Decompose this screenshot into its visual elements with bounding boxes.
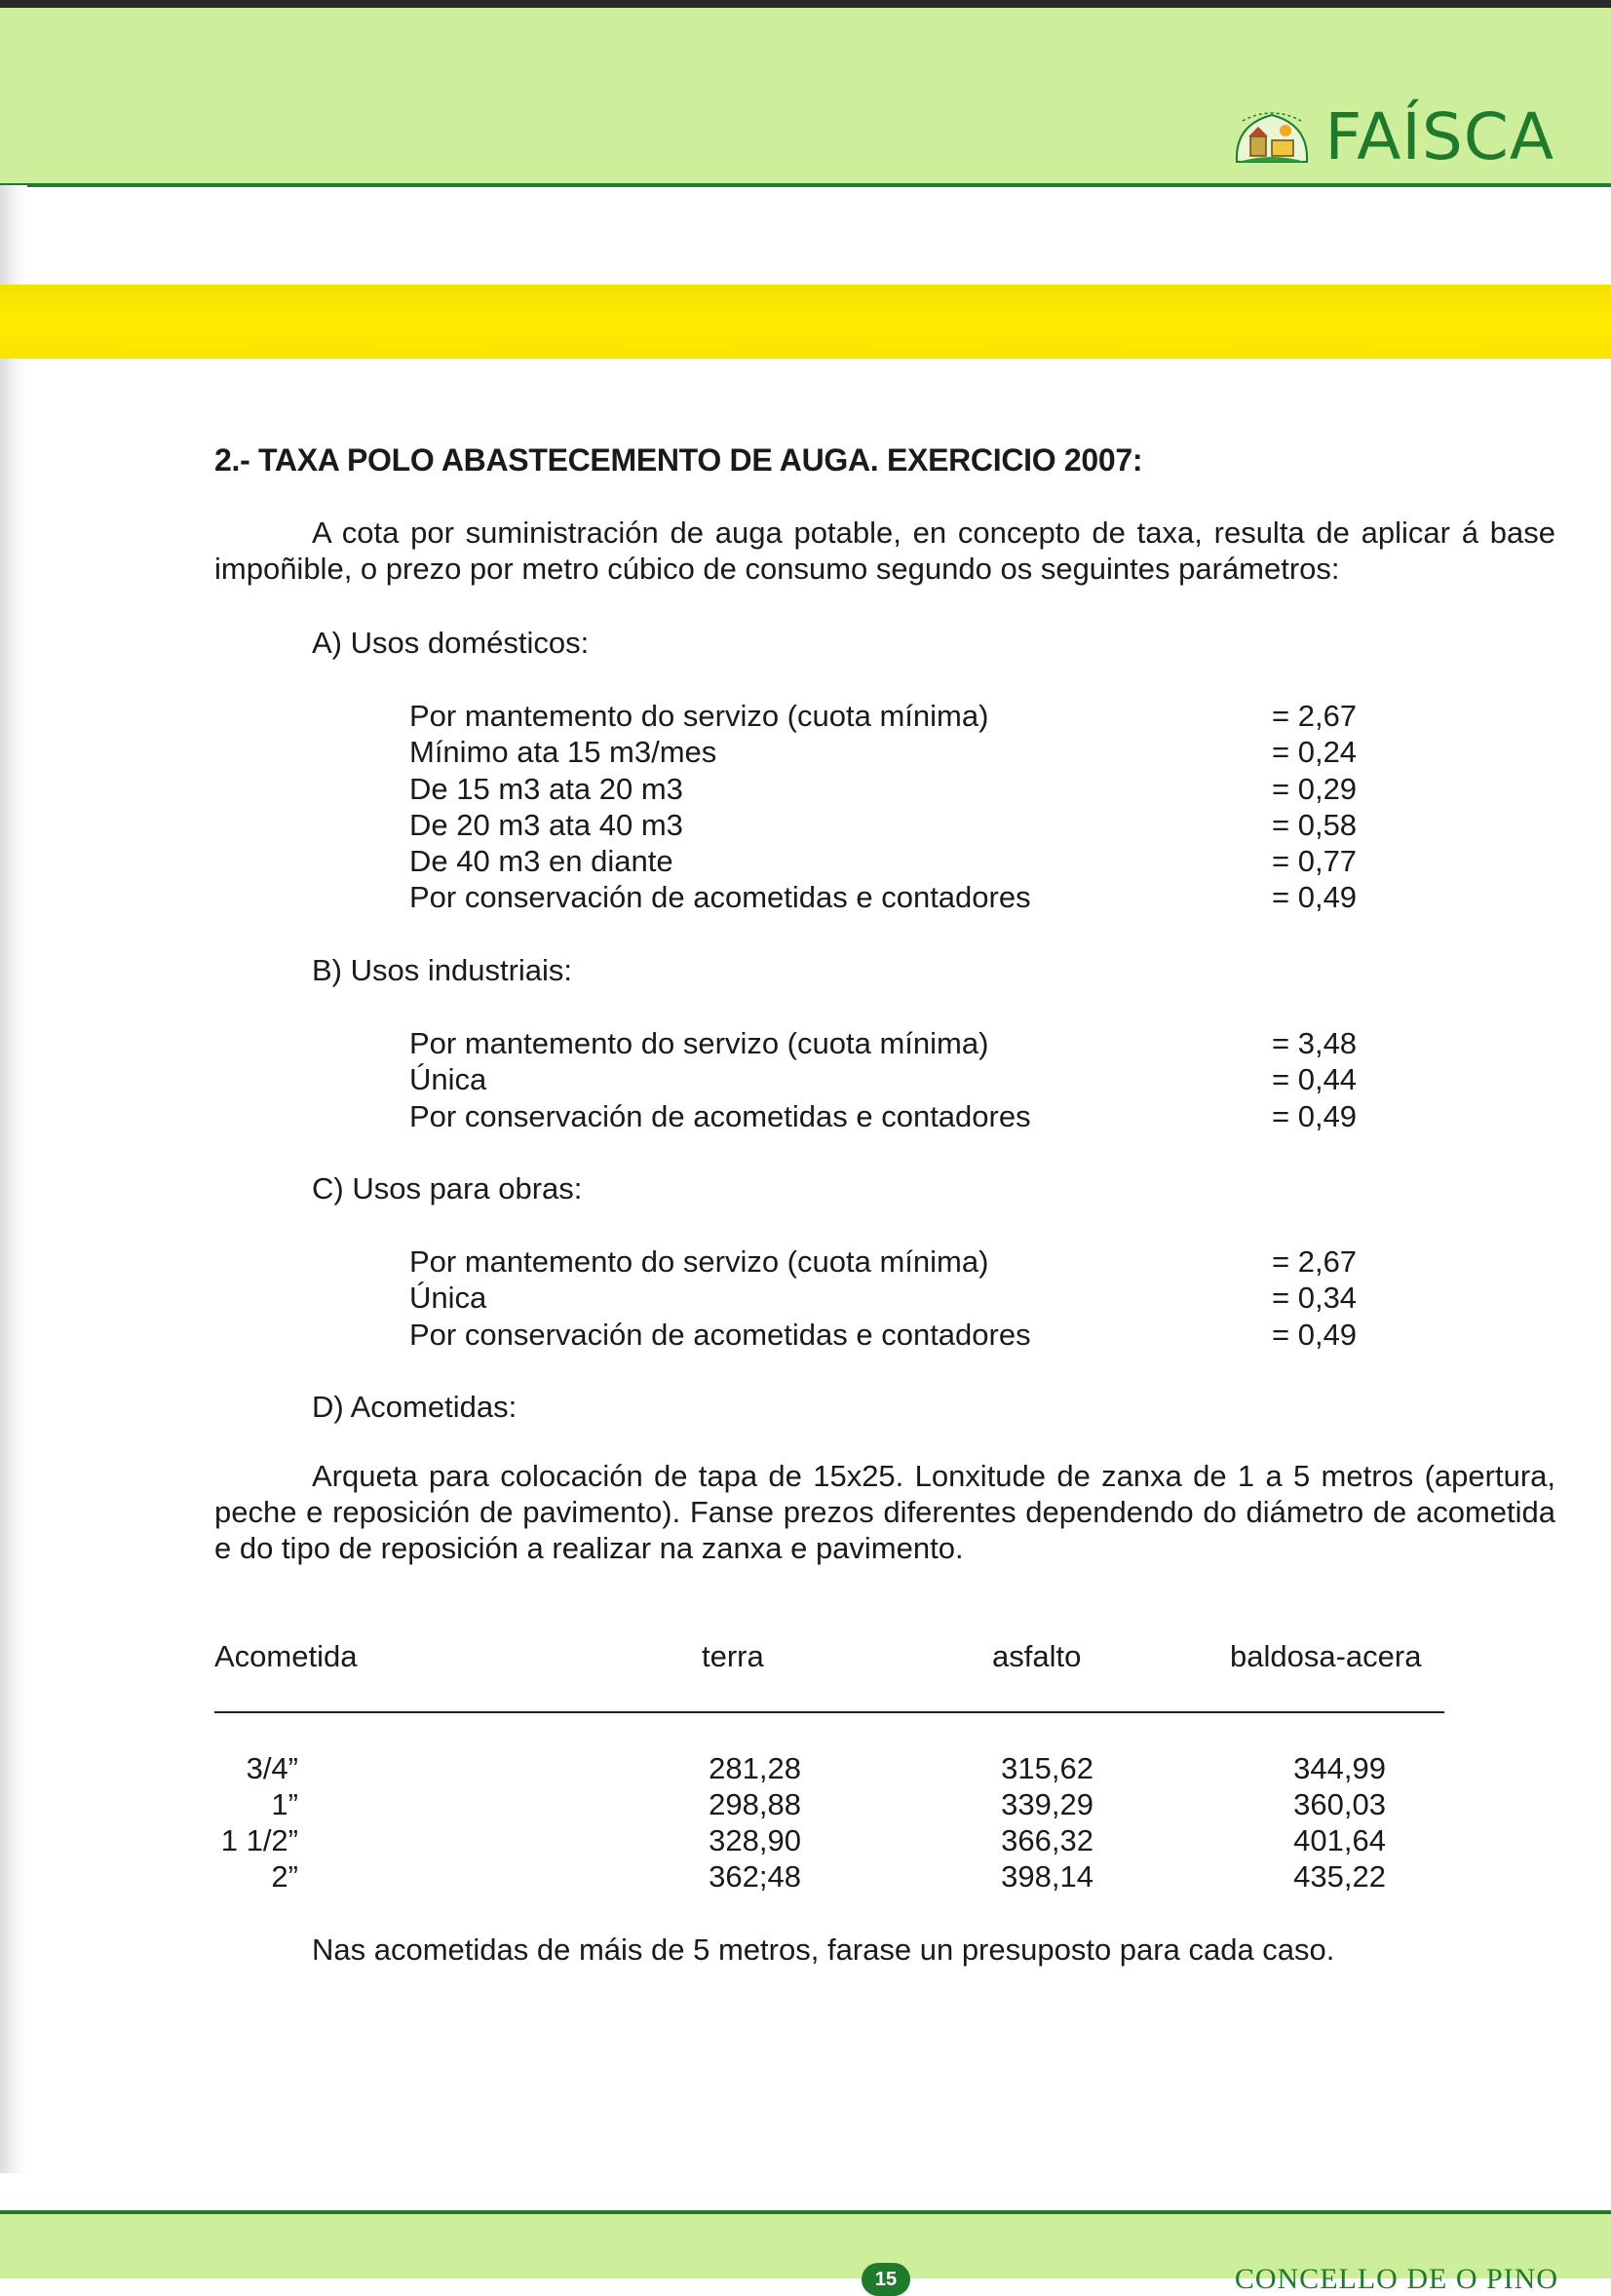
fee-description: Por conservación de acometidas e contadores: [409, 1317, 1031, 1352]
section-d-label: D) Acometidas:: [312, 1390, 518, 1424]
table-cell: 298,88: [709, 1787, 801, 1821]
section-b-label: B) Usos industriais:: [312, 953, 573, 987]
table-cell: 281,28: [709, 1751, 801, 1785]
fee-value: = 0,77: [1272, 844, 1358, 879]
domestic-fee-list: [409, 698, 1384, 916]
acometidas-paragraph: Arqueta para colocación de tapa de 15x25. Lonxitude de zanxa de 1 a 5 metros (apertura, peche e reposición de pavimento). Fanse prezos diferentes dependendo do diámetro de acometida e do tipo de reposición a realizar na zanxa e pavimento.: [214, 1459, 1555, 1565]
table-cell: 360,03: [1293, 1787, 1386, 1821]
fee-row: [409, 1025, 1384, 1061]
fee-value: = 0,49: [1272, 880, 1358, 915]
fee-value: = 2,67: [1272, 1244, 1358, 1279]
section-heading: 2.- TAXA POLO ABASTECEMENTO DE AUGA. EXERCICIO 2007:: [214, 442, 1143, 478]
fee-row: [409, 843, 1384, 879]
table-cell: 366,32: [1001, 1823, 1093, 1857]
fee-row: [409, 698, 1384, 734]
table-divider: [214, 1711, 1444, 1713]
fee-row: [409, 879, 1384, 915]
fee-description: Por mantemento do servizo (cuota mínima): [409, 1244, 989, 1279]
fee-value: = 2,67: [1272, 699, 1358, 733]
fee-description: Por mantemento do servizo (cuota mínima): [409, 699, 989, 733]
table-cell: 435,22: [1293, 1859, 1386, 1894]
fee-row: [409, 1098, 1384, 1134]
closing-note: Nas acometidas de máis de 5 metros, farase un presuposto para cada caso.: [312, 1932, 1335, 1967]
table-cell: 344,99: [1293, 1751, 1386, 1785]
fee-description: Por conservación de acometidas e contadores: [409, 880, 1031, 915]
table-cell: 328,90: [709, 1823, 801, 1857]
construction-fee-list: [409, 1244, 1384, 1353]
fee-row: [409, 1061, 1384, 1097]
intro-paragraph: A cota por suministración de auga potable, en concepto de taxa, resulta de aplicar á base impoñible, o prezo por metro cúbico de consumo segundo os seguintes parámetros:: [214, 516, 1555, 586]
fee-description: Única: [409, 1062, 487, 1097]
logo-wordmark: FAÍSCA: [1324, 99, 1554, 174]
fee-description: De 20 m3 ata 40 m3: [409, 807, 683, 842]
fee-description: Por conservación de acometidas e contadores: [409, 1098, 1031, 1133]
section-c-label: C) Usos para obras:: [312, 1171, 583, 1205]
table-cell: 339,29: [1001, 1787, 1093, 1821]
table-cell: 315,62: [1001, 1751, 1093, 1785]
page-number-badge: 15: [862, 2263, 910, 2296]
fee-value: = 0,24: [1272, 735, 1358, 770]
fee-description: De 40 m3 en diante: [409, 844, 673, 879]
table-cell: 1 1/2”: [220, 1823, 298, 1857]
industrial-fee-list: [409, 1025, 1384, 1134]
table-header-acometida: Acometida: [214, 1639, 358, 1673]
table-header-asfalto: asfalto: [992, 1639, 1082, 1673]
fee-row: [409, 771, 1384, 807]
table-cell: 3/4”: [246, 1751, 298, 1785]
fee-value: = 0,49: [1272, 1098, 1358, 1133]
fee-description: Mínimo ata 15 m3/mes: [409, 735, 717, 770]
table-cell: 2”: [271, 1859, 298, 1894]
fee-value: = 0,49: [1272, 1317, 1358, 1352]
fee-row: [409, 807, 1384, 843]
fee-description: Por mantemento do servizo (cuota mínima): [409, 1026, 989, 1060]
table-cell: 1”: [271, 1787, 298, 1821]
table-header-terra: terra: [702, 1639, 764, 1673]
fee-description: Única: [409, 1281, 487, 1316]
table-cell: 362;48: [709, 1859, 801, 1894]
fee-value: = 0,44: [1272, 1062, 1358, 1097]
fee-row: [409, 1317, 1384, 1353]
fee-value: = 3,48: [1272, 1026, 1358, 1060]
fee-value: = 0,58: [1272, 807, 1358, 842]
table-header-baldosa: baldosa-acera: [1230, 1639, 1422, 1673]
table-cell: 398,14: [1001, 1859, 1093, 1894]
footer-title: CONCELLO DE O PINO: [1234, 2263, 1558, 2295]
fee-description: De 15 m3 ata 20 m3: [409, 771, 683, 806]
table-cell: 401,64: [1293, 1823, 1386, 1857]
fee-value: = 0,34: [1272, 1281, 1358, 1316]
section-a-label: A) Usos domésticos:: [312, 626, 590, 660]
fee-row: [409, 1244, 1384, 1280]
fee-row: [409, 1280, 1384, 1316]
fee-row: [409, 734, 1384, 770]
fee-value: = 0,29: [1272, 771, 1358, 806]
